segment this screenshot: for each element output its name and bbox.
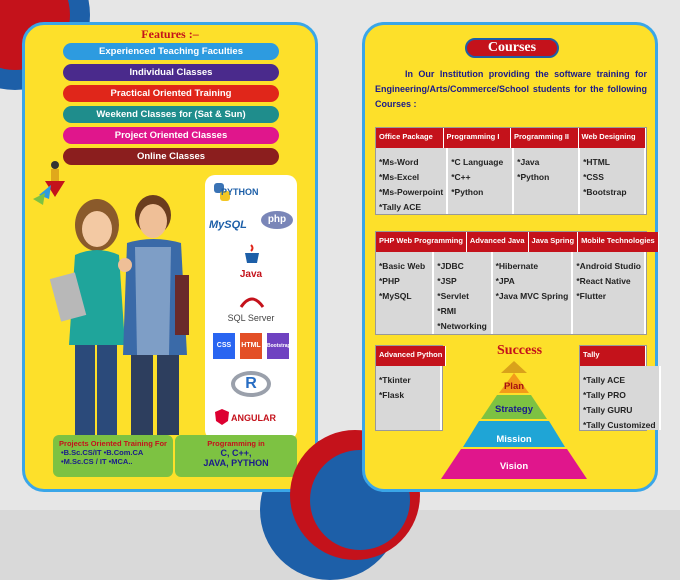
css-badge: CSS <box>213 333 235 359</box>
bootstrap-badge: Bootstrap <box>267 333 289 359</box>
table-header-cell: Programming II <box>511 128 579 148</box>
course-item: *Basic Web <box>379 261 426 271</box>
table-column <box>580 148 646 214</box>
course-item: *RMI <box>437 306 457 316</box>
r-label: R <box>245 375 257 392</box>
projects-training-title: Projects Oriented Training For <box>59 439 167 448</box>
course-item: *Flutter <box>576 291 607 301</box>
course-item: *MySQL <box>379 291 412 301</box>
table-header-row <box>580 346 646 366</box>
course-item: *Ms-Excel <box>379 172 420 182</box>
projects-training-box <box>53 435 173 477</box>
course-item: *Tkinter <box>379 375 411 385</box>
left-page <box>0 0 340 510</box>
course-item: *Tally GURU <box>583 405 633 415</box>
course-item: *C++ <box>451 172 471 182</box>
tally-table <box>579 345 656 431</box>
courses-panel <box>362 22 658 492</box>
course-item: *Servlet <box>437 291 469 301</box>
crown-icon <box>501 361 527 373</box>
table-column <box>376 366 442 430</box>
sqlserver-label: SQL Server <box>227 313 275 323</box>
feature-pill: Individual Classes <box>63 64 279 81</box>
table-column <box>514 148 580 214</box>
python-label: PYTHON <box>221 187 259 197</box>
table-column <box>376 148 448 214</box>
advanced-python-table <box>375 345 443 431</box>
courses-intro: In Our Institution providing the software training for Engineering/Arts/Commerce/School students for the following Courses : <box>375 69 647 109</box>
features-title: Features :– <box>141 27 199 41</box>
sql-server-icon <box>239 291 265 311</box>
table-header-cell: Advanced Python <box>376 346 446 366</box>
courses-table-1 <box>375 127 647 215</box>
course-item: *Networking <box>437 321 487 331</box>
programming-title: Programming in <box>207 439 265 448</box>
projects-training-line-2: •M.Sc.CS / IT •MCA.. <box>61 457 133 466</box>
girl-student-figure <box>50 199 125 435</box>
r-logo <box>231 371 271 397</box>
course-item: *Tally ACE <box>379 202 422 212</box>
table-body <box>376 366 442 430</box>
php-label: php <box>267 214 287 225</box>
course-item: *Ms-Powerpoint <box>379 187 444 197</box>
table-body <box>580 366 656 430</box>
programming-line-1: C, C++, <box>220 448 252 458</box>
table-body <box>376 148 646 214</box>
course-item: *Tally ACE <box>583 375 626 385</box>
course-item: *Java MVC Spring <box>495 291 569 301</box>
table-column <box>376 252 434 334</box>
course-item: *React Native <box>576 276 631 286</box>
course-item: *Python <box>451 187 484 197</box>
rocket-figure-icon <box>33 161 65 205</box>
table-header-cell: PHP Web Programming <box>376 232 467 252</box>
feature-pill: Project Oriented Classes <box>63 127 279 144</box>
programming-box <box>175 435 297 477</box>
technology-logos-box <box>205 175 297 440</box>
table-header-cell: Office Package <box>376 128 444 148</box>
table-column <box>434 252 492 334</box>
angular-label: ANGULAR <box>231 413 276 423</box>
course-item: *Ms-Word <box>379 157 419 167</box>
angular-shield-icon <box>215 409 229 425</box>
course-item: *Android Studio <box>576 261 641 271</box>
pyramid-mission-label: Mission <box>496 434 532 445</box>
table-column <box>493 252 574 334</box>
courses-table-2 <box>375 231 655 335</box>
feature-pill: Online Classes <box>63 148 279 165</box>
course-item: *CSS <box>583 172 604 182</box>
pyramid-vision-label: Vision <box>499 461 529 472</box>
course-item: *JSP <box>437 276 457 286</box>
table-column <box>580 366 661 430</box>
php-logo <box>261 211 293 229</box>
table-header-cell: Web Designing <box>579 128 647 148</box>
html-badge: HTML <box>240 333 262 359</box>
table-column <box>448 148 514 214</box>
feature-pill: Experienced Teaching Faculties <box>63 43 279 60</box>
course-item: *Bootstrap <box>583 187 627 197</box>
students-illustration <box>25 155 205 435</box>
course-item: *JDBC <box>437 261 464 271</box>
pyramid-strategy-label: Strategy <box>494 404 533 415</box>
programming-line-2: JAVA, PYTHON <box>203 458 269 468</box>
success-title: Success <box>497 343 543 358</box>
table-column <box>573 252 646 334</box>
boy-student-figure <box>118 195 189 435</box>
table-header-cell: Programming I <box>444 128 512 148</box>
table-header-cell: Tally <box>580 346 646 366</box>
mysql-label: MySQL <box>209 219 247 231</box>
course-item: *Tally Customized <box>583 420 656 430</box>
table-header-cell: Advanced Java <box>467 232 529 252</box>
table-header-row <box>376 128 646 148</box>
table-body <box>376 252 646 334</box>
table-header-row <box>376 232 655 252</box>
course-item: *Python <box>517 172 550 182</box>
course-item: *Flask <box>379 390 405 400</box>
java-label: Java <box>239 269 263 280</box>
table-header-row <box>376 346 442 366</box>
table-header-cell: Java Spring <box>529 232 579 252</box>
css-html-bootstrap-logos <box>213 333 293 363</box>
course-item: *Java <box>517 157 540 167</box>
feature-pill: Practical Oriented Training <box>63 85 279 102</box>
course-item: *PHP <box>379 276 400 286</box>
course-item: *C Language <box>451 157 504 167</box>
table-header-cell: Mobile Technologies <box>578 232 659 252</box>
features-panel <box>22 22 318 492</box>
projects-training-line-1: •B.Sc.CS/IT •B.Com.CA <box>61 448 144 457</box>
java-cup-icon <box>241 243 263 265</box>
course-item: *HTML <box>583 157 610 167</box>
course-item: *JPA <box>495 276 515 286</box>
feature-pill: Weekend Classes for (Sat & Sun) <box>63 106 279 123</box>
pyramid-plan-label: Plan <box>503 381 525 392</box>
right-page <box>340 0 680 510</box>
course-item: *Tally PRO <box>583 390 626 400</box>
courses-title: Courses <box>465 38 559 58</box>
course-item: *Hibernate <box>495 261 539 271</box>
